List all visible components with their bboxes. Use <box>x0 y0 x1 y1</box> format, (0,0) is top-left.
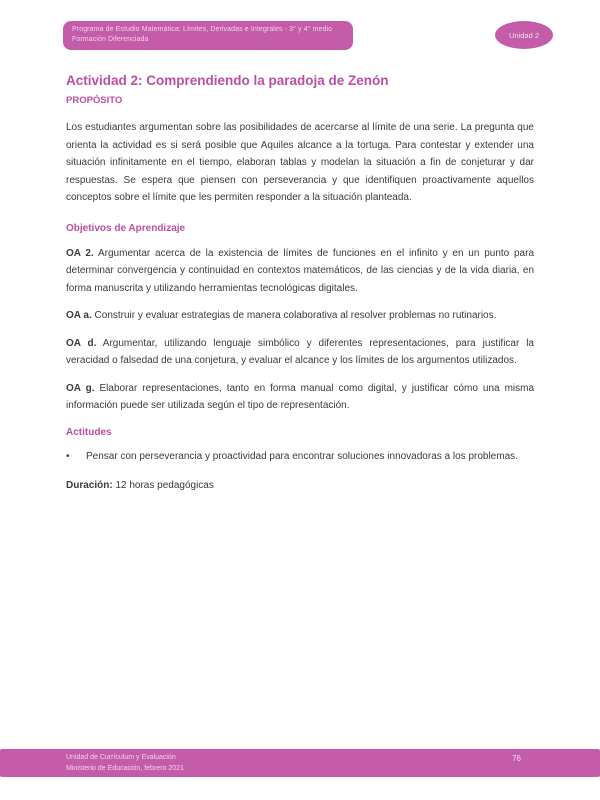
objectives-heading: Objetivos de Aprendizaje <box>66 222 186 234</box>
program-title-line1: Programa de Estudio Matemática: Límites, Derivadas e Integrales - 3° y 4° medio <box>72 26 333 33</box>
objective-text: Construir y evaluar estrategias de manera colaborativa al resolver problemas no rutinarios. <box>94 310 497 321</box>
program-title-line2: Formación Diferenciada <box>72 36 149 43</box>
objective-item-oa2 <box>66 245 534 298</box>
objective-label: OA g. <box>66 382 95 394</box>
attitude-list-item <box>66 449 534 464</box>
page-header <box>0 0 600 50</box>
duration-label: Duración: <box>66 479 113 491</box>
activity-title: Actividad 2: Comprendiendo la paradoja de Zenón <box>66 73 389 88</box>
unit-badge <box>495 21 553 49</box>
objective-text: Argumentar acerca de la existencia de límites de funciones en el infinito y en un punto para determinar convergencia y continuidad en contextos matemáticos, de las ciencias y de la vida diaria, en forma manuscrita y utilizando herramientas tecnológicas digitales. <box>66 247 535 294</box>
purpose-heading: PROPÓSITO <box>66 95 123 106</box>
footer-org-line2: Ministerio de Educación, febrero 2021 <box>66 764 184 772</box>
objective-label: OA d. <box>66 337 97 349</box>
duration-line <box>66 478 534 493</box>
bullet-icon: • <box>66 450 70 462</box>
page-content <box>66 72 534 493</box>
page-footer <box>0 749 600 777</box>
objective-label: OA a. <box>66 310 92 321</box>
unit-badge-label: Unidad 2 <box>508 30 540 40</box>
footer-organization <box>0 749 184 774</box>
purpose-paragraph: Los estudiantes argumentan sobre las posibilidades de acercarse al límite de una serie. La pregunta que orienta la actividad es si será posible que Aquiles alcance a la tortuga. Para contestar y extender una situación infinitamente en el tiempo, elaboran tablas y modelan la situación a fin de conjeturar y dar respuestas. Se espera que piensen con perseverancia y que identifiquen proactivamente aquellos conceptos sobre el límite que les permiten responder a la situación planteada. <box>66 122 534 203</box>
page-number: 76 <box>512 754 521 763</box>
objective-text: Argumentar, utilizando lenguaje simbólico y diferentes representaciones, para justificar la veracidad o falsedad de una conjetura, y evaluar el alcance y los límites de los argumentos utilizados. <box>66 337 534 366</box>
duration-value: 12 horas pedagógicas <box>115 479 214 491</box>
attitude-text: Pensar con perseverancia y proactividad para encontrar soluciones innovadoras a los problemas. <box>86 450 518 462</box>
objective-label: OA 2. <box>66 247 94 259</box>
footer-org-line1: Unidad de Currículum y Evaluación <box>66 754 176 761</box>
objective-item-oag <box>66 380 534 415</box>
attitudes-heading: Actitudes <box>66 426 112 438</box>
objective-item-oad <box>66 335 534 370</box>
program-title-tag <box>63 21 353 50</box>
objective-item-oaa <box>66 307 534 325</box>
objective-text: Elaborar representaciones, tanto en forma manual como digital, y justificar cómo una misma información puede ser utilizada según el tipo de representación. <box>66 382 535 411</box>
